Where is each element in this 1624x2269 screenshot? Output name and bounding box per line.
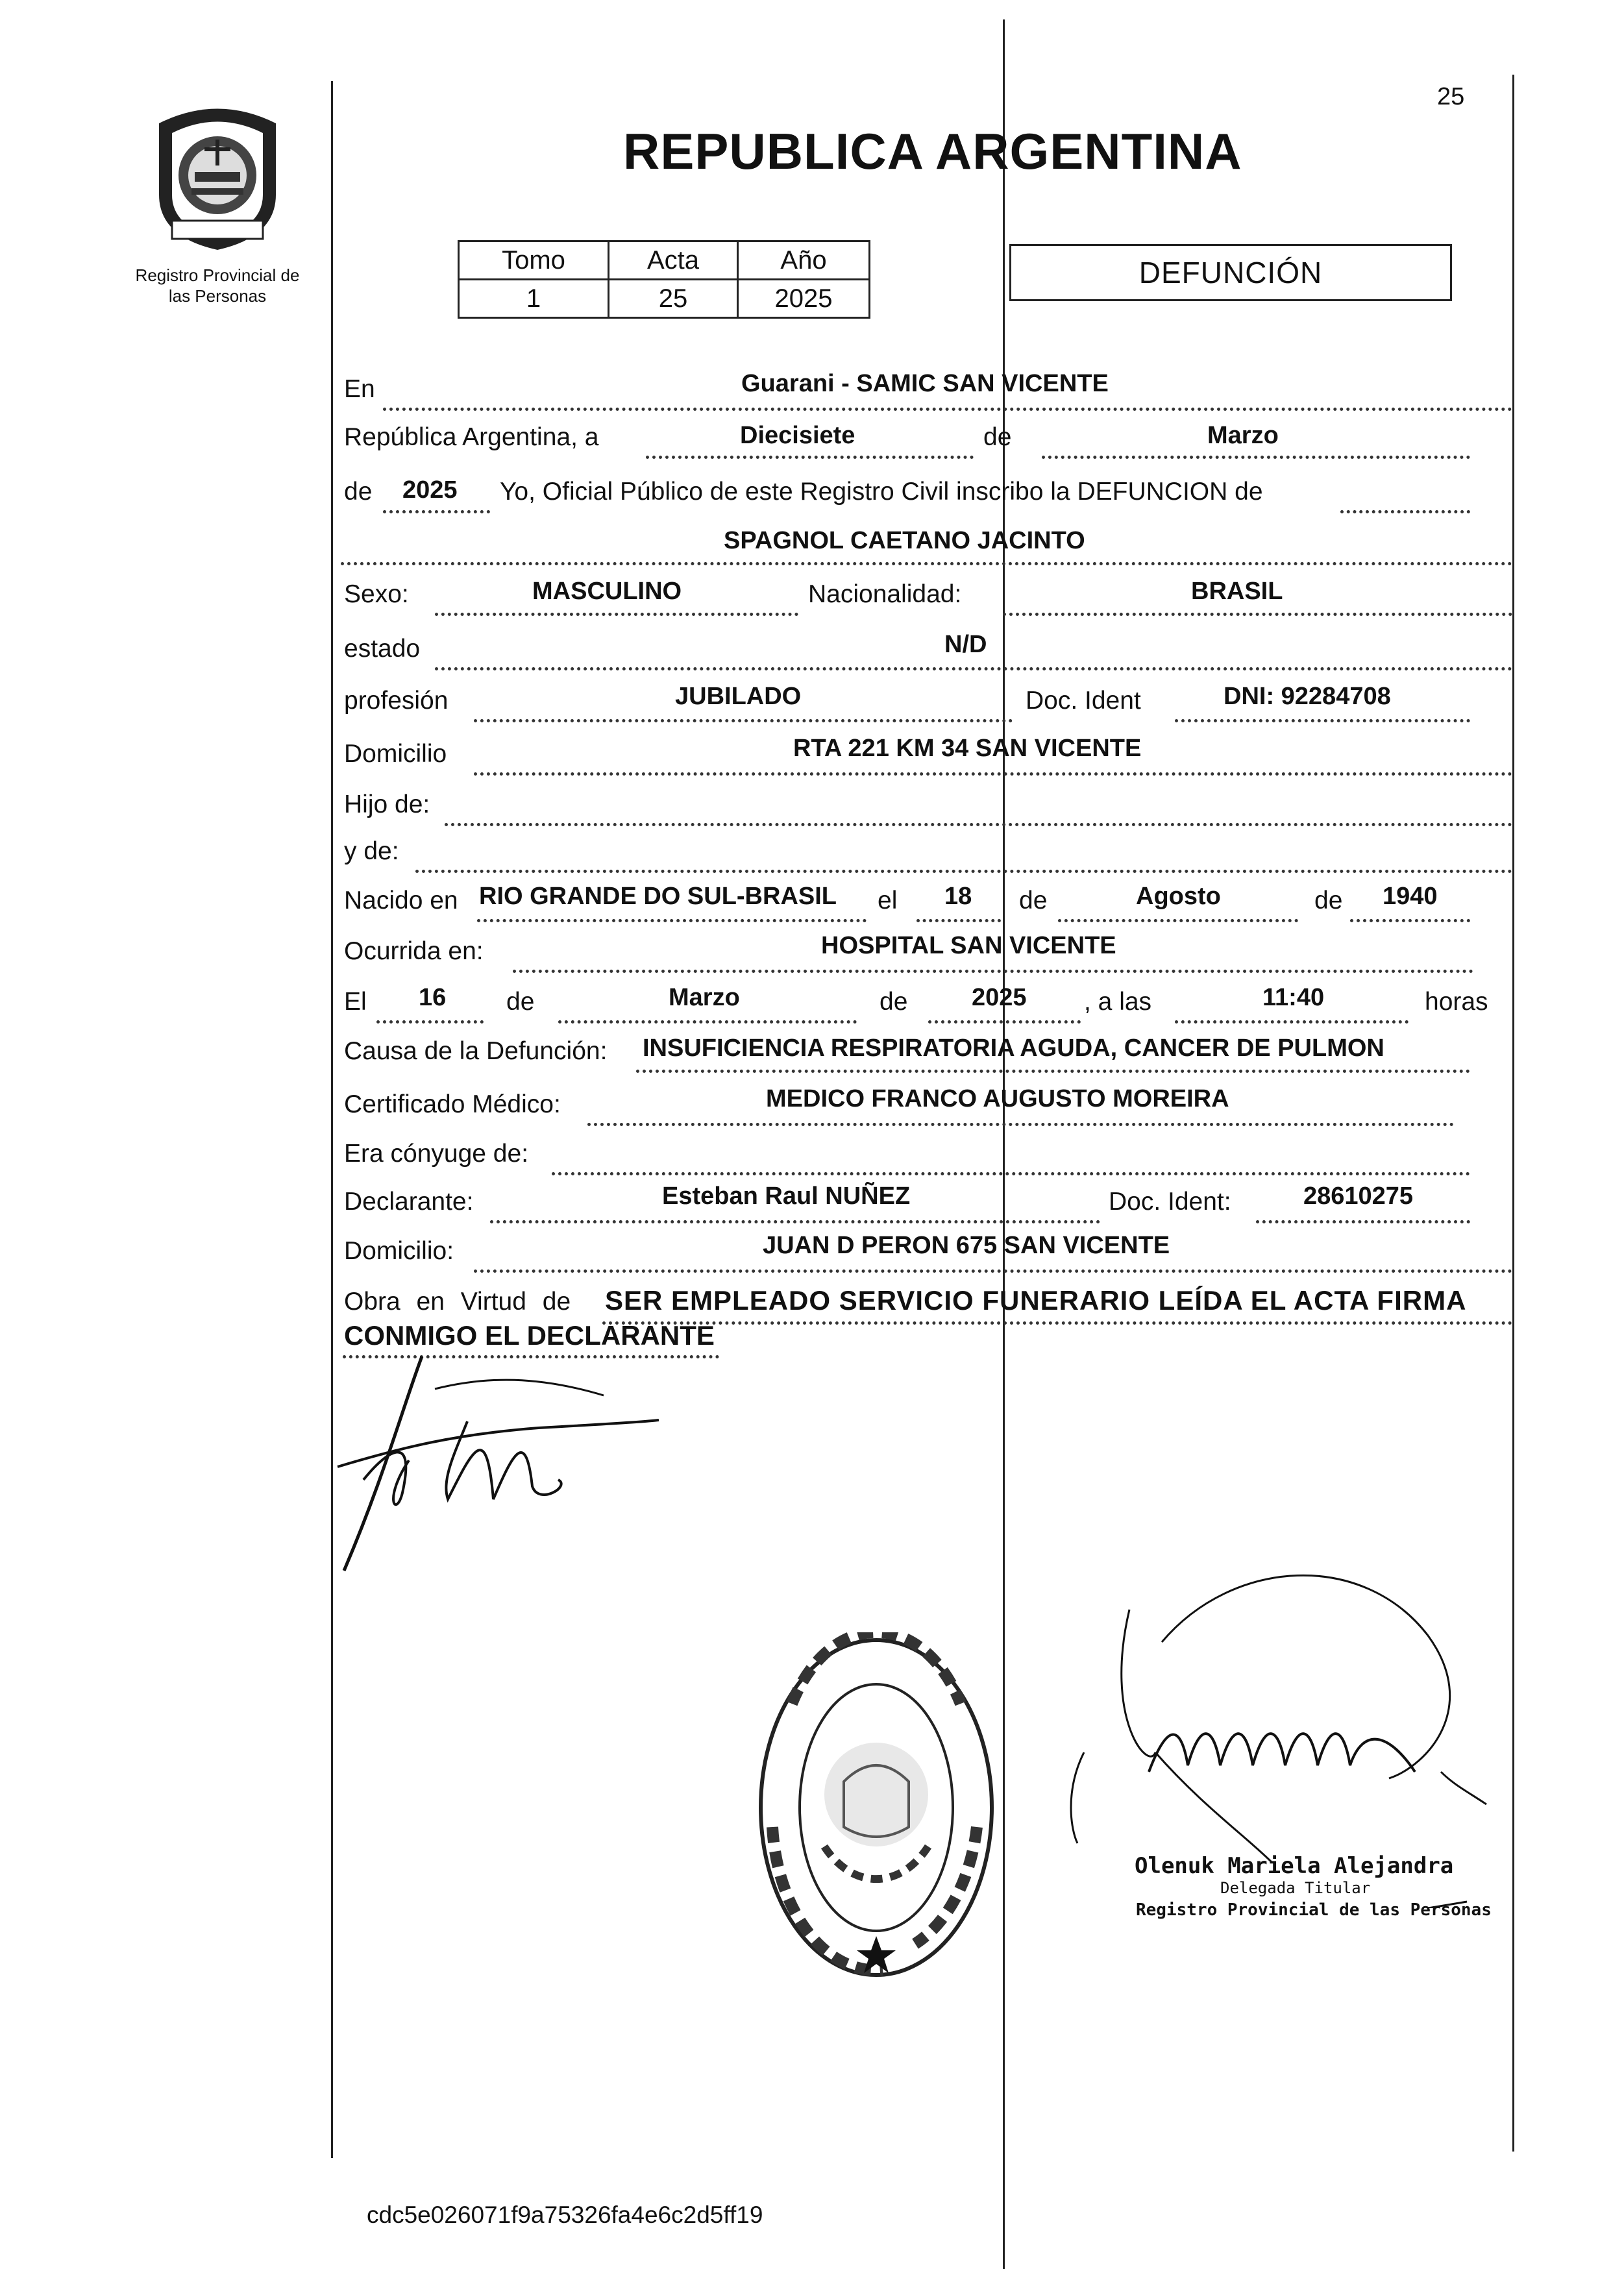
en-value: Guarani - SAMIC SAN VICENTE (741, 370, 1109, 397)
anio-header: Año (738, 241, 870, 280)
doc-ident2-value: 28610275 (1303, 1183, 1414, 1210)
def-anio-value: 2025 (972, 984, 1027, 1011)
estado-line (435, 667, 1512, 670)
tomo-value: 1 (459, 280, 609, 318)
ocurrida-label: Ocurrida en: (344, 937, 484, 965)
page-number: 25 (1437, 83, 1465, 110)
causa-value: INSUFICIENCIA RESPIRATORIA AGUDA, CANCER DE PULMON (643, 1035, 1384, 1062)
nacionalidad-line (1003, 613, 1512, 616)
ocurrida-value: HOSPITAL SAN VICENTE (821, 932, 1116, 959)
obra-value-line1: SER EMPLEADO SERVICIO FUNERARIO LEÍDA EL ACTA FIRMA (605, 1285, 1467, 1316)
de2-label: de (344, 478, 373, 506)
horas-label: horas (1425, 988, 1488, 1016)
nacionalidad-label: Nacionalidad: (808, 580, 962, 608)
certificado-value: MEDICO FRANCO AUGUSTO MOREIRA (766, 1085, 1229, 1112)
ocurrida-line (513, 970, 1473, 973)
official-name: Olenuk Mariela Alejandra (1135, 1853, 1454, 1879)
estado-label: estado (344, 635, 421, 663)
tomo-header: Tomo (459, 241, 609, 280)
inscribo-text: Yo, Oficial Público de este Registro Civil inscribo la DEFUNCION de (500, 478, 1263, 506)
acta-header: Acta (609, 241, 738, 280)
en-line (383, 408, 1512, 411)
anio-line (383, 510, 490, 513)
estado-value: N/D (944, 631, 987, 658)
dia-value: Diecisiete (740, 422, 855, 449)
nac-de2-label: de (1314, 887, 1343, 914)
alas-label: , a las (1084, 988, 1152, 1016)
page-title: REPUBLICA ARGENTINA (623, 123, 1242, 180)
nac-mes-value: Agosto (1136, 883, 1221, 910)
inscribo-line (1340, 510, 1470, 513)
sexo-line (435, 613, 798, 616)
def-de1-label: de (506, 988, 535, 1016)
def-dia-value: 16 (419, 984, 447, 1011)
sexo-label: Sexo: (344, 580, 409, 608)
registry-caption-line2: las Personas (168, 286, 267, 306)
hijo-line (445, 823, 1512, 826)
causa-line (636, 1070, 1470, 1073)
conyuge-line (552, 1172, 1470, 1175)
nacionalidad-value: BRASIL (1191, 578, 1283, 605)
provincial-emblem-icon (146, 97, 289, 253)
difunto-value: SPAGNOL CAETANO JACINTO (724, 527, 1085, 554)
obra-line1 (602, 1321, 1512, 1325)
nacido-value: RIO GRANDE DO SUL-BRASIL (479, 883, 837, 910)
conyuge-label: Era cónyuge de: (344, 1140, 529, 1168)
def-dia-line (376, 1020, 484, 1024)
hijo-label: Hijo de: (344, 791, 430, 818)
nac-mes-line (1058, 919, 1298, 922)
certificado-line (587, 1123, 1454, 1126)
def-hora-line (1175, 1020, 1409, 1024)
def-mes-line (558, 1020, 857, 1024)
de-label: de (983, 423, 1012, 451)
def-hora-value: 11:40 (1262, 984, 1325, 1011)
obra-label: Obra en Virtud de (344, 1288, 571, 1316)
nac-anio-line (1350, 919, 1470, 922)
anio-value: 2025 (402, 476, 458, 504)
nacido-line (477, 919, 867, 922)
registry-seal-icon (753, 1632, 1000, 1983)
doc-ident2-label: Doc. Ident: (1109, 1188, 1231, 1216)
doc-ident-value: DNI: 92284708 (1224, 683, 1391, 710)
domicilio2-line (474, 1269, 1512, 1273)
difunto-line (341, 562, 1512, 565)
en-label: En (344, 375, 375, 403)
domicilio-value: RTA 221 KM 34 SAN VICENTE (793, 735, 1142, 762)
nacido-el-label: el (878, 887, 898, 914)
nacido-label: Nacido en (344, 887, 458, 914)
domicilio2-value: JUAN D PERON 675 SAN VICENTE (763, 1232, 1170, 1259)
causa-label: Causa de la Defunción: (344, 1037, 608, 1065)
left-margin-line (331, 81, 333, 2158)
fold-line (1003, 19, 1005, 2269)
dia-line (646, 456, 974, 459)
domicilio-line (474, 772, 1512, 776)
doc-ident-line (1175, 719, 1470, 722)
def-mes-value: Marzo (669, 984, 740, 1011)
declarante-value: Esteban Raul NUÑEZ (662, 1183, 911, 1210)
mes-line (1042, 456, 1470, 459)
profesion-value: JUBILADO (675, 683, 802, 710)
official-institution: Registro Provincial de las Personas (1136, 1900, 1492, 1920)
profesion-line (474, 719, 1013, 722)
nac-de1-label: de (1019, 887, 1048, 914)
declarante-line (490, 1220, 1100, 1223)
domicilio-label: Domicilio (344, 740, 447, 768)
doc-ident2-line (1256, 1220, 1470, 1223)
mes-value: Marzo (1207, 422, 1279, 449)
acta-value: 25 (609, 280, 738, 318)
nac-dia-value: 18 (944, 883, 972, 910)
declarant-signature-icon (325, 1350, 662, 1584)
certificado-label: Certificado Médico: (344, 1090, 561, 1118)
nac-anio-value: 1940 (1383, 883, 1438, 910)
domicilio2-label: Domicilio: (344, 1237, 454, 1265)
sexo-value: MASCULINO (532, 578, 682, 605)
doc-ident-label: Doc. Ident (1026, 687, 1141, 715)
document-type-box: DEFUNCIÓN (1009, 244, 1452, 301)
registration-table (458, 240, 870, 319)
document-hash: cdc5e026071f9a75326fa4e6c2d5ff19 (367, 2202, 763, 2228)
registry-caption-line1: Registro Provincial de (135, 265, 300, 285)
yde-line (415, 870, 1512, 873)
nac-dia-line (917, 919, 1001, 922)
obra-value-line2: CONMIGO EL DECLARANTE (344, 1320, 715, 1351)
def-de2-label: de (880, 988, 908, 1016)
yde-label: y de: (344, 837, 399, 865)
declarante-label: Declarante: (344, 1188, 474, 1216)
republica-label: República Argentina, a (344, 423, 599, 451)
profesion-label: profesión (344, 687, 449, 715)
official-role: Delegada Titular (1220, 1879, 1371, 1897)
anio-value: 2025 (738, 280, 870, 318)
el2-label: El (344, 988, 367, 1016)
def-anio-line (928, 1020, 1081, 1024)
